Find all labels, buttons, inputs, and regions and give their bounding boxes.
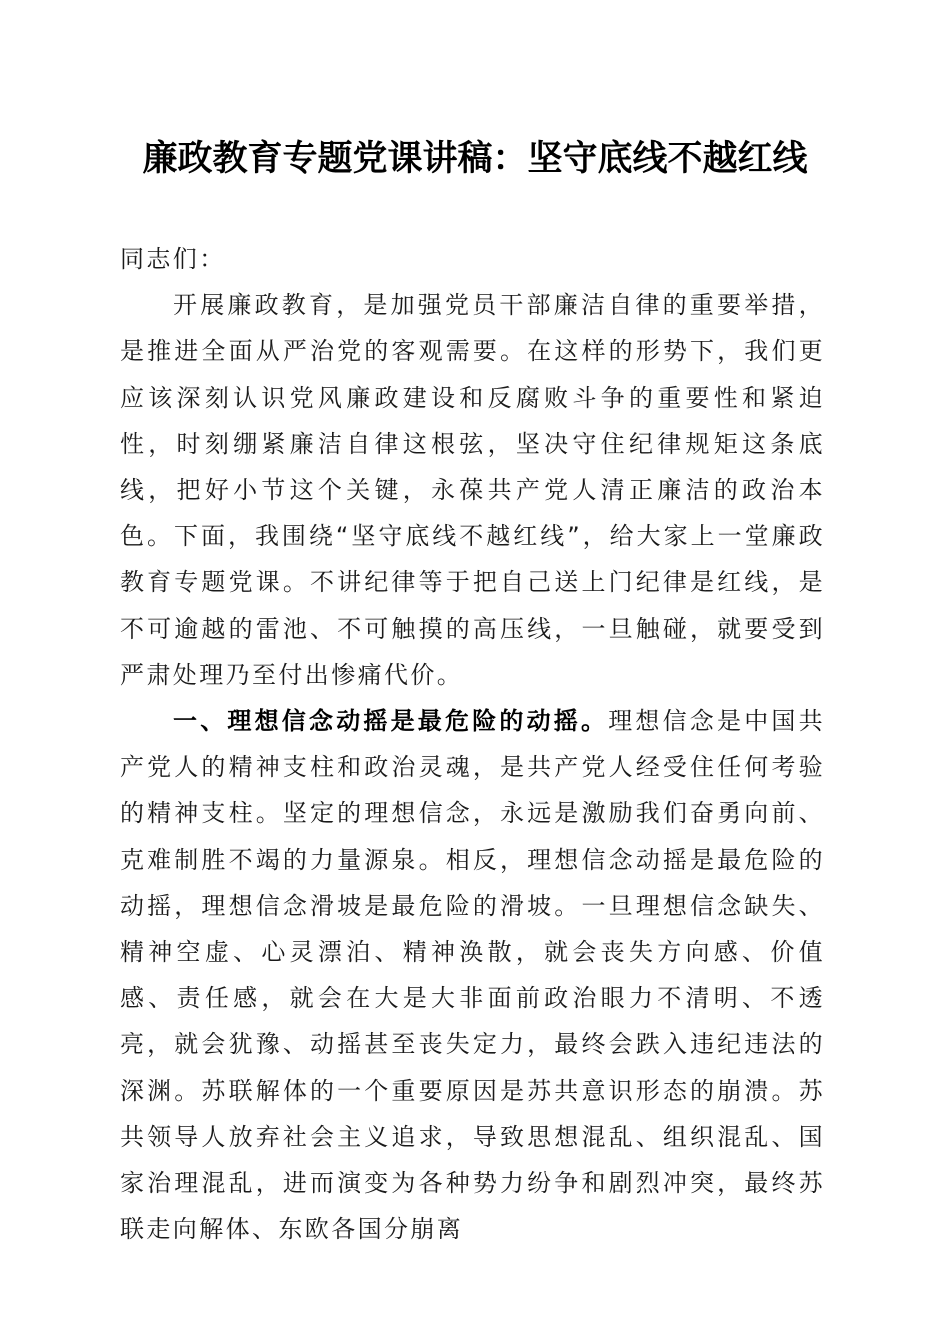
document-title: 廉政教育专题党课讲稿：坚守底线不越红线 — [142, 138, 808, 179]
paragraph-section-one — [120, 698, 825, 1252]
document-body — [120, 236, 825, 1252]
paragraph-intro — [120, 282, 825, 698]
paragraph-section-one-text: 理想信念是中国共产党人的精神支柱和政治灵魂，是共产党人经受住任何考验的精神支柱。坚定的理想信念，永远是激励我们奋勇向前、克难制胜不竭的力量源泉。相反，理想信念动摇是最危险的动摇，理想信念滑坡是最危险的滑坡。一旦理想信念缺失、精神空虚、心灵漂泊、精神涣散，就会丧失方向感、价值感、责任感，就会在大是大非面前政治眼力不清明、不透亮，就会犹豫、动摇甚至丧失定力，最终会跌入违纪违法的深渊。苏联解体的一个重要原因是苏共意识形态的崩溃。苏共领导人放弃社会主义追求，导致思想混乱、组织混乱、国家治理混乱，进而演变为各种势力纷争和剧烈冲突，最终苏联走向解体、东欧各国分崩离 — [120, 707, 825, 1244]
salutation: 同志们： — [120, 245, 226, 273]
section-heading: 一、理想信念动摇是最危险的动摇。 — [173, 707, 609, 736]
paragraph-intro-text: 开展廉政教育，是加强党员干部廉洁自律的重要举措，是推进全面从严治党的客观需要。在这样的形势下，我们更应该深刻认识党风廉政建设和反腐败斗争的重要性和紧迫性，时刻绷紧廉洁自律这根弦，坚决守住纪律规矩这条底线，把好小节这个关键，永葆共产党人清正廉洁的政治本色。下面，我围绕“坚守底线不越红线”，给大家上一堂廉政教育专题党课。不讲纪律等于把自己送上门纪律是红线，是不可逾越的雷池、不可触摸的高压线，一旦触碰，就要受到严肃处理乃至付出惨痛代价。 — [120, 291, 825, 689]
